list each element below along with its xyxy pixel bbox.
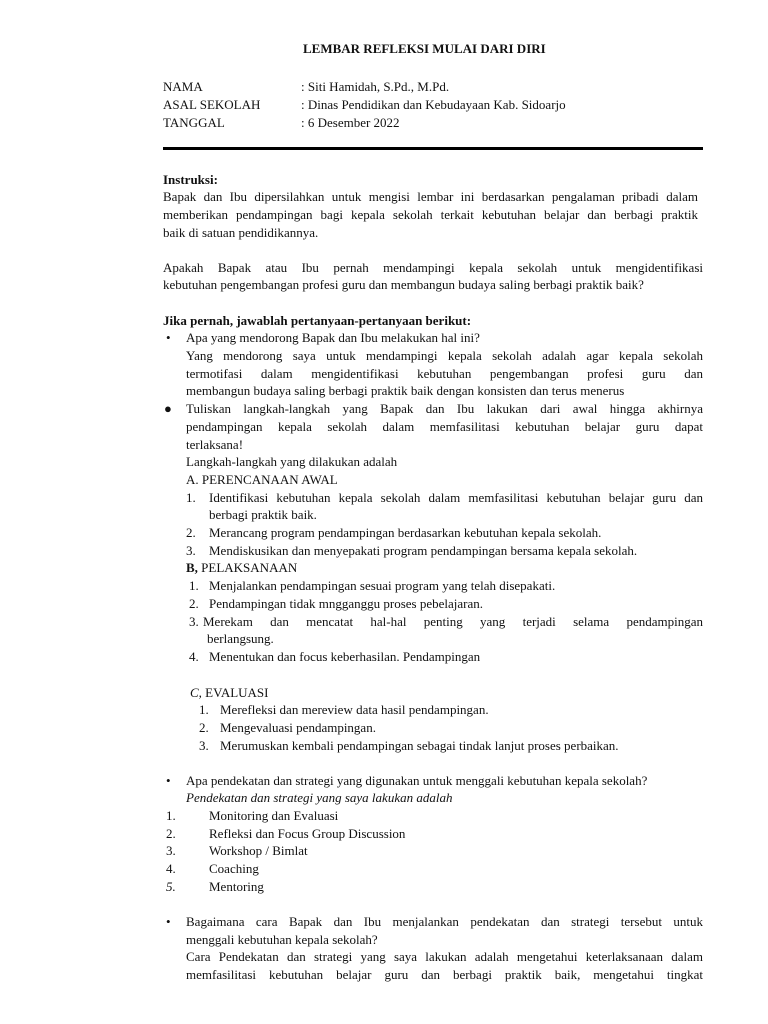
strategy-item: Refleksi dan Focus Group Discussion: [209, 826, 406, 841]
section-c-item-number: 3.: [199, 738, 209, 753]
section-b-item-number: 3.: [189, 614, 199, 629]
answer-4-line: Cara Pendekatan dan strategi yang saya lakukan adalah mengetahui keterlaksanaan dalam: [186, 949, 703, 964]
section-a-item: Mendiskusikan dan menyepakati program pendampingan bersama kepala sekolah.: [209, 543, 638, 558]
section-a-label: A. PERENCANAAN AWAL: [186, 472, 338, 487]
identity-value-school: : Dinas Pendidikan dan Kebudayaan Kab. Sidoarjo: [301, 97, 566, 112]
section-b-title: PELAKSANAAN: [197, 560, 298, 575]
strategy-item: Coaching: [209, 861, 259, 876]
section-c-title: EVALUASI: [201, 685, 269, 700]
question-4-line: menggali kebutuhan kepala sekolah?: [186, 932, 378, 947]
section-b-label: [186, 559, 297, 577]
section-b-item: Menjalankan pendampingan sesuai program yang telah disepakati.: [209, 578, 556, 593]
section-b-item-number: 1.: [189, 578, 199, 593]
section-b-letter: B,: [186, 560, 198, 575]
section-b-item: Menentukan dan focus keberhasilan. Pendampingan: [209, 649, 481, 664]
section-a-item-number: 2.: [186, 525, 196, 540]
question-intro-line: kebutuhan pengembangan profesi guru dan membangun budaya saling berbagi praktik baik?: [163, 277, 644, 292]
question-2-line: Tuliskan langkah-langkah yang Bapak dan Ibu lakukan dari awal hingga akhirnya: [186, 401, 703, 416]
question-3-subtitle: Pendekatan dan strategi yang saya lakukan adalah: [186, 790, 453, 805]
section-c-label: [190, 684, 269, 702]
section-c-item-number: 1.: [199, 702, 209, 717]
bullet: •: [166, 773, 171, 788]
strategy-number: 1.: [166, 808, 176, 823]
section-c-item: Merumuskan kembali pendampingan sebagai tindak lanjut proses perbaikan.: [220, 738, 619, 753]
question-2-line: pendampingan kepala sekolah dalam memfasilitasi kebutuhan belajar guru dapat: [186, 419, 703, 434]
answer-1-line: termotifasi dalam mengidentifikasi kebutuhan pengembangan profesi guru dan: [186, 366, 703, 381]
section-c-item: Mengevaluasi pendampingan.: [220, 720, 376, 735]
section-c-item-number: 2.: [199, 720, 209, 735]
answer-4-line: memfasilitasi kebutuhan belajar guru dan berbagi praktik baik, mengetahui tingkat: [186, 967, 703, 982]
section-a-item: Identifikasi kebutuhan kepala sekolah dalam memfasilitasi kebutuhan belajar guru dan: [209, 490, 703, 505]
identity-label-school: ASAL SEKOLAH: [163, 97, 261, 112]
section-c-item: Merefleksi dan mereview data hasil pendampingan.: [220, 702, 489, 717]
section-b-item-cont: berlangsung.: [207, 631, 274, 646]
answer-1-line: membangun budaya saling berbagi praktik baik dengan konsisten dan terus menerus: [186, 383, 625, 398]
question-3: Apa pendekatan dan strategi yang digunakan untuk menggali kebutuhan kepala sekolah?: [186, 773, 648, 788]
question-2-line: terlaksana!: [186, 437, 244, 452]
document-title: LEMBAR REFLEKSI MULAI DARI DIRI: [303, 41, 546, 56]
instructions-line: Bapak dan Ibu dipersilahkan untuk mengisi lembar ini berdasarkan pengalaman pribadi dalam: [163, 189, 698, 204]
section-a-item: Merancang program pendampingan berdasarkan kebutuhan kepala sekolah.: [209, 525, 602, 540]
identity-label-date: TANGGAL: [163, 115, 225, 130]
steps-intro: Langkah-langkah yang dilakukan adalah: [186, 454, 398, 469]
identity-value-date: : 6 Desember 2022: [301, 115, 400, 130]
strategy-number: 2.: [166, 826, 176, 841]
header-divider: [163, 147, 703, 150]
answers-heading: Jika pernah, jawablah pertanyaan-pertanyaan berikut:: [163, 313, 472, 328]
strategy-item: Workshop / Bimlat: [209, 843, 308, 858]
instructions-line: memberikan pendampingan bagi kepala sekolah terkait kebutuhan belajar dan berbagi praktik: [163, 207, 698, 222]
bullet: •: [166, 914, 171, 929]
section-b-item: Pendampingan tidak mngganggu proses pebelajaran.: [209, 596, 484, 611]
section-b-item-number: 4.: [189, 649, 199, 664]
strategy-number: 4.: [166, 861, 176, 876]
strategy-item: Mentoring: [209, 879, 264, 894]
section-a-item-number: 1.: [186, 490, 196, 505]
instructions-line: baik di satuan pendidikannya.: [163, 225, 319, 240]
identity-label-name: NAMA: [163, 79, 203, 94]
identity-value-name: : Siti Hamidah, S.Pd., M.Pd.: [301, 79, 450, 94]
section-a-item-number: 3.: [186, 543, 196, 558]
instructions-heading: Instruksi:: [163, 172, 218, 187]
section-b-item-number: 2.: [189, 596, 199, 611]
question-intro-line: Apakah Bapak atau Ibu pernah mendampingi kepala sekolah untuk mengidentifikasi: [163, 260, 703, 275]
bullet: •: [166, 330, 171, 345]
section-a-item-cont: berbagi praktik baik.: [209, 507, 317, 522]
strategy-number: 5.: [166, 879, 176, 894]
strategy-item: Monitoring dan Evaluasi: [209, 808, 339, 823]
bullet: ●: [164, 401, 172, 416]
section-c-letter: C,: [190, 685, 202, 700]
question-1: Apa yang mendorong Bapak dan Ibu melakukan hal ini?: [186, 330, 480, 345]
section-b-item: Merekam dan mencatat hal-hal penting yang terjadi selama pendampingan: [203, 614, 703, 629]
question-4-line: Bagaimana cara Bapak dan Ibu menjalankan pendekatan dan strategi tersebut untuk: [186, 914, 703, 929]
strategy-number: 3.: [166, 843, 176, 858]
answer-1-line: Yang mendorong saya untuk mendampingi kepala sekolah adalah agar kepala sekolah: [186, 348, 703, 363]
